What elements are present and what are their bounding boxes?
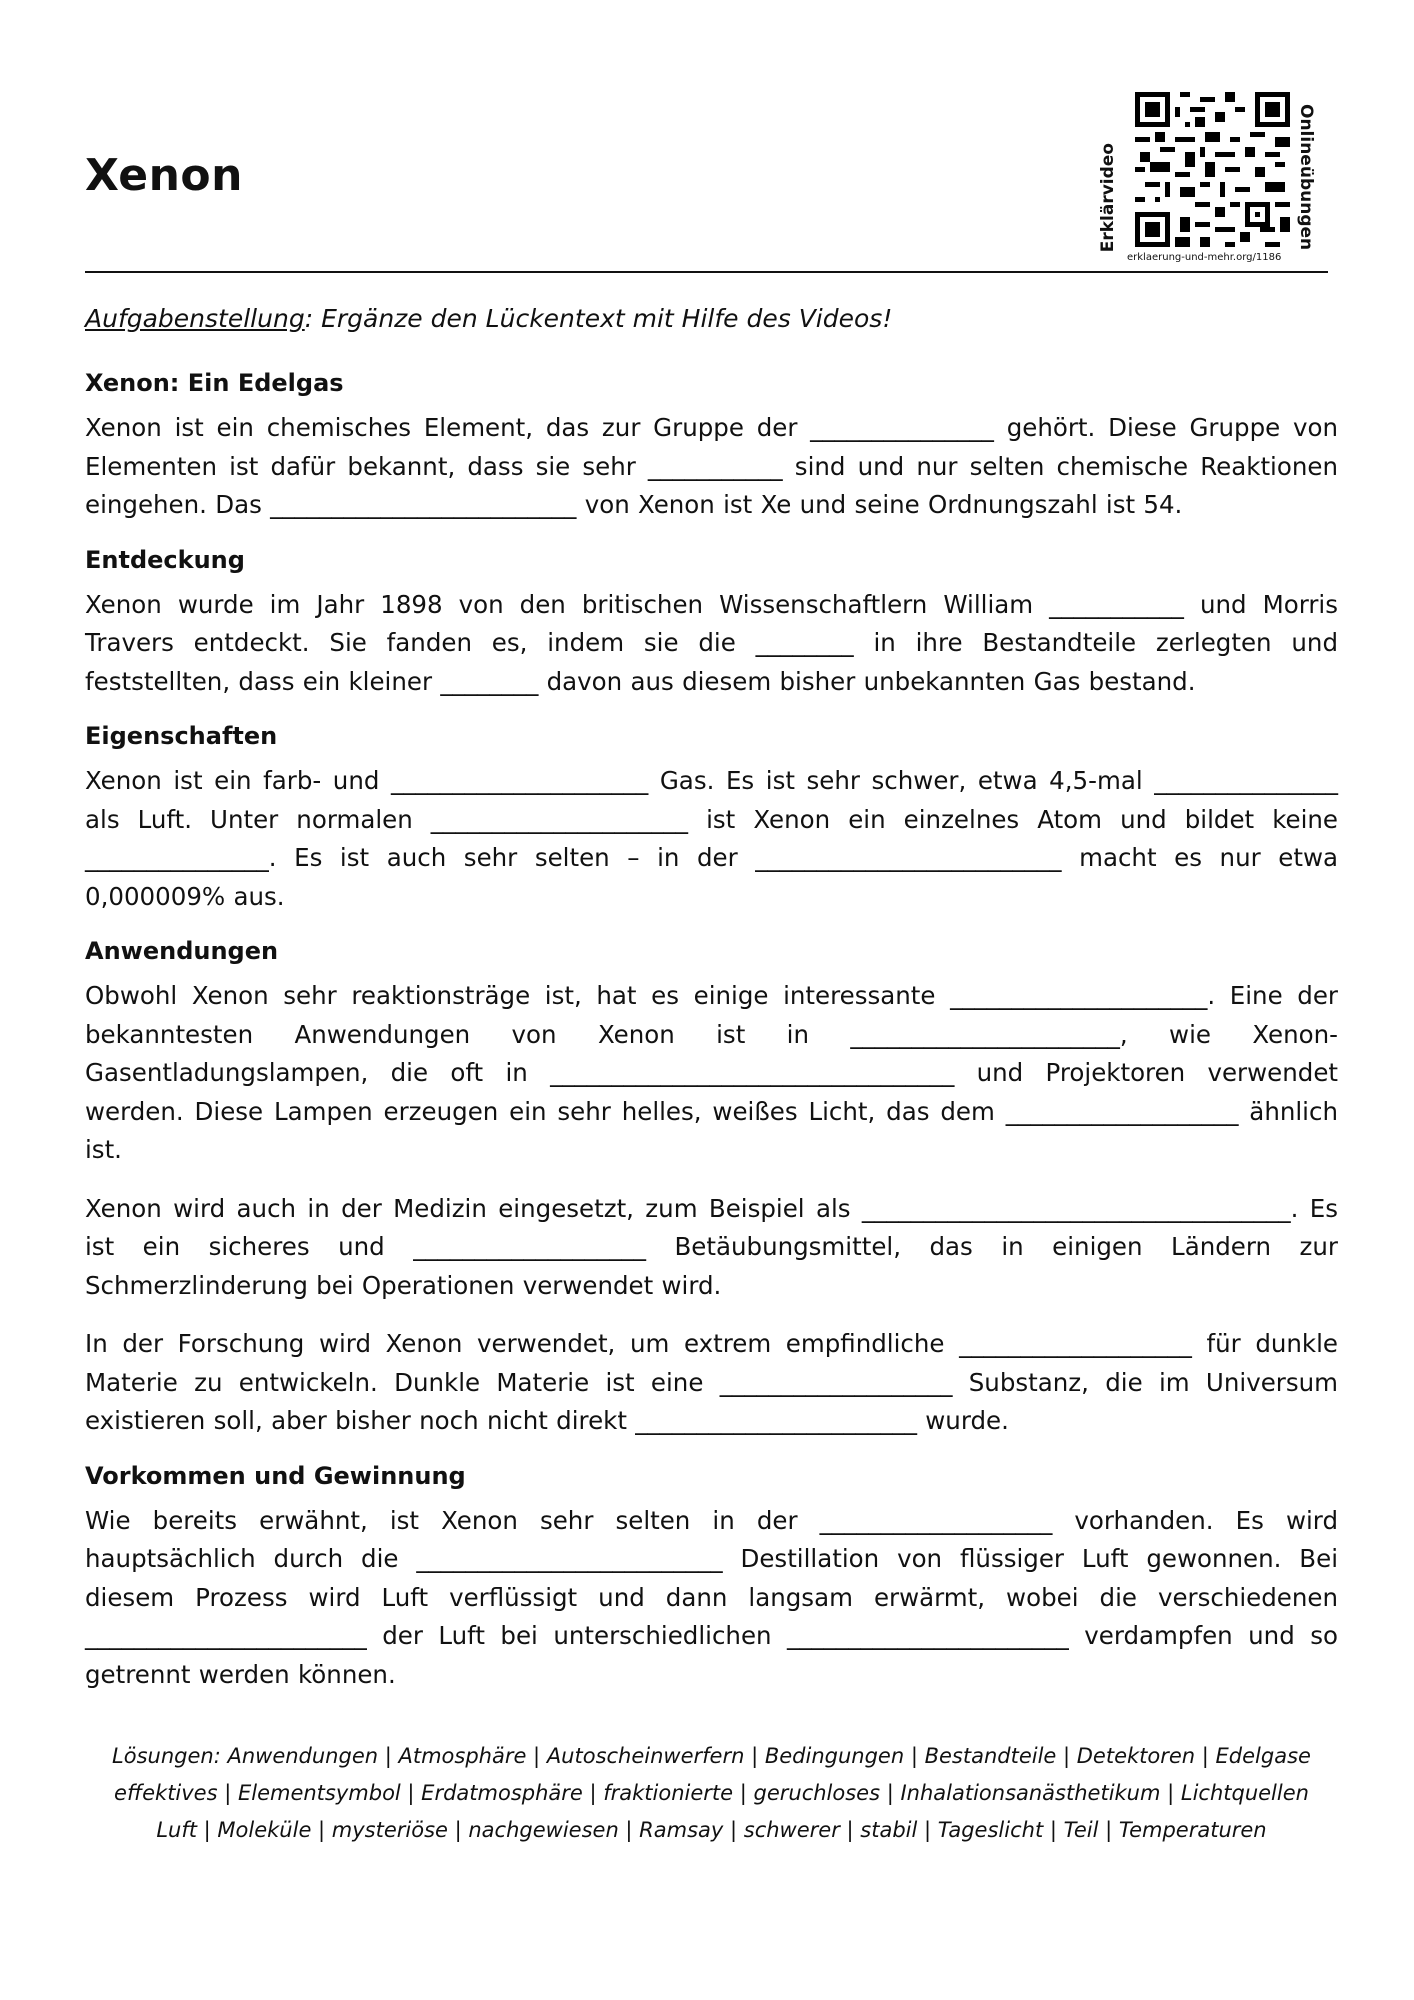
page-title: Xenon — [85, 150, 243, 201]
paragraph: Xenon wurde im Jahr 1898 von den britischen Wissenschaftlern William ___________ und Morris Travers entdeckt. Sie fanden es, indem sie die ________ in ihre Bestandteile zerlegten und feststellten, dass ein kleiner ________ davon aus diesem bisher unbekannten Gas bestand. — [85, 589, 1338, 696]
header-divider — [85, 271, 1328, 273]
task-label: Aufgabenstellung — [85, 304, 305, 333]
section-heading: Anwendungen — [85, 937, 279, 965]
task-text: : Ergänze den Lückentext mit Hilfe des Videos! — [304, 304, 893, 333]
qr-code-icon[interactable] — [1135, 92, 1290, 247]
paragraph: In der Forschung wird Xenon verwendet, um extrem empfindliche ___________________ für dunkle Materie zu entwickeln. Dunkle Materie ist eine ___________________ Substanz, die im Universum existieren soll, aber bisher noch nicht direkt _______________________ wurde. — [85, 1329, 1338, 1435]
exercises-label: Onlineübungen — [1296, 104, 1316, 251]
solutions-list — [85, 1738, 1338, 1849]
cloze-text — [85, 366, 1338, 1712]
paragraph: Wie bereits erwähnt, ist Xenon sehr selten in der ___________________ vorhanden. Es wird hauptsächlich durch die _________________________ Destillation von flüssiger Luft gewonnen. Bei diesem Prozess wird Luft verflüssigt und dann langsam erwärmt, wobei die verschiedenen _______________________ der Luft bei unterschiedlichen _______________________ verdampfen und so getrennt werden können. — [85, 1505, 1338, 1689]
section-heading: Vorkommen und Gewinnung — [85, 1461, 466, 1490]
solutions-line: Luft | Moleküle | mysteriöse | nachgewiesen | Ramsay | schwerer | stabil | Tageslicht | Teil | Temperaturen — [156, 1818, 1267, 1842]
paragraph: Xenon wird auch in der Medizin eingesetzt, zum Beispiel als ___________________________________. Es ist ein sicheres und ___________________ Betäubungsmittel, das in einigen Ländern zur Schmerzlinderung bei Operationen verwendet wird. — [85, 1193, 1338, 1300]
qr-url[interactable]: erklaerung-und-mehr.org/1186 — [1127, 252, 1282, 263]
solutions-line: Lösungen: Anwendungen | Atmosphäre | Autoscheinwerfern | Bedingungen | Bestandteile | Detektoren | Edelgase — [112, 1744, 1311, 1768]
paragraph: Xenon ist ein chemisches Element, das zur Gruppe der _______________ gehört. Diese Gruppe von Elementen ist dafür bekannt, dass sie sehr ___________ sind und nur selten chemische Reaktionen eingehen. Das _________________________ von Xenon ist Xe und seine Ordnungszahl ist 54. — [85, 413, 1338, 519]
section-eigenschaften — [85, 719, 1338, 916]
section-heading: Eigenschaften — [85, 722, 278, 750]
section-edelgas — [85, 366, 1338, 525]
section-heading: Entdeckung — [85, 545, 245, 574]
section-heading: Xenon: Ein Edelgas — [85, 369, 344, 397]
paragraph: Xenon ist ein farb- und _____________________ Gas. Es ist sehr schwer, etwa 4,5-mal _______________ als Luft. Unter normalen _____________________ ist Xenon ein einzelnes Atom und bildet keine _______________. Es ist auch sehr selten – in der _________________________ macht es nur etwa 0,000009% aus. — [85, 766, 1338, 911]
section-vorkommen — [85, 1459, 1338, 1695]
task-instruction — [85, 304, 892, 333]
paragraph: Obwohl Xenon sehr reaktionsträge ist, hat es einige interessante _____________________. Eine der bekanntesten Anwendungen von Xenon ist in ______________________, wie Xenon-Gasentladungslampen, die oft in _________________________________ und Projektoren verwendet werden. Diese Lampen erzeugen ein sehr helles, weißes Licht, das dem ___________________ ähnlich ist. — [85, 981, 1338, 1164]
section-entdeckung — [85, 543, 1338, 702]
solutions-line: effektives | Elementsymbol | Erdatmosphäre | fraktionierte | geruchloses | Inhalationsanästhetikum | Lichtquellen — [114, 1781, 1309, 1805]
section-anwendungen — [85, 934, 1338, 1441]
video-label: Erklärvideo — [1098, 143, 1118, 253]
